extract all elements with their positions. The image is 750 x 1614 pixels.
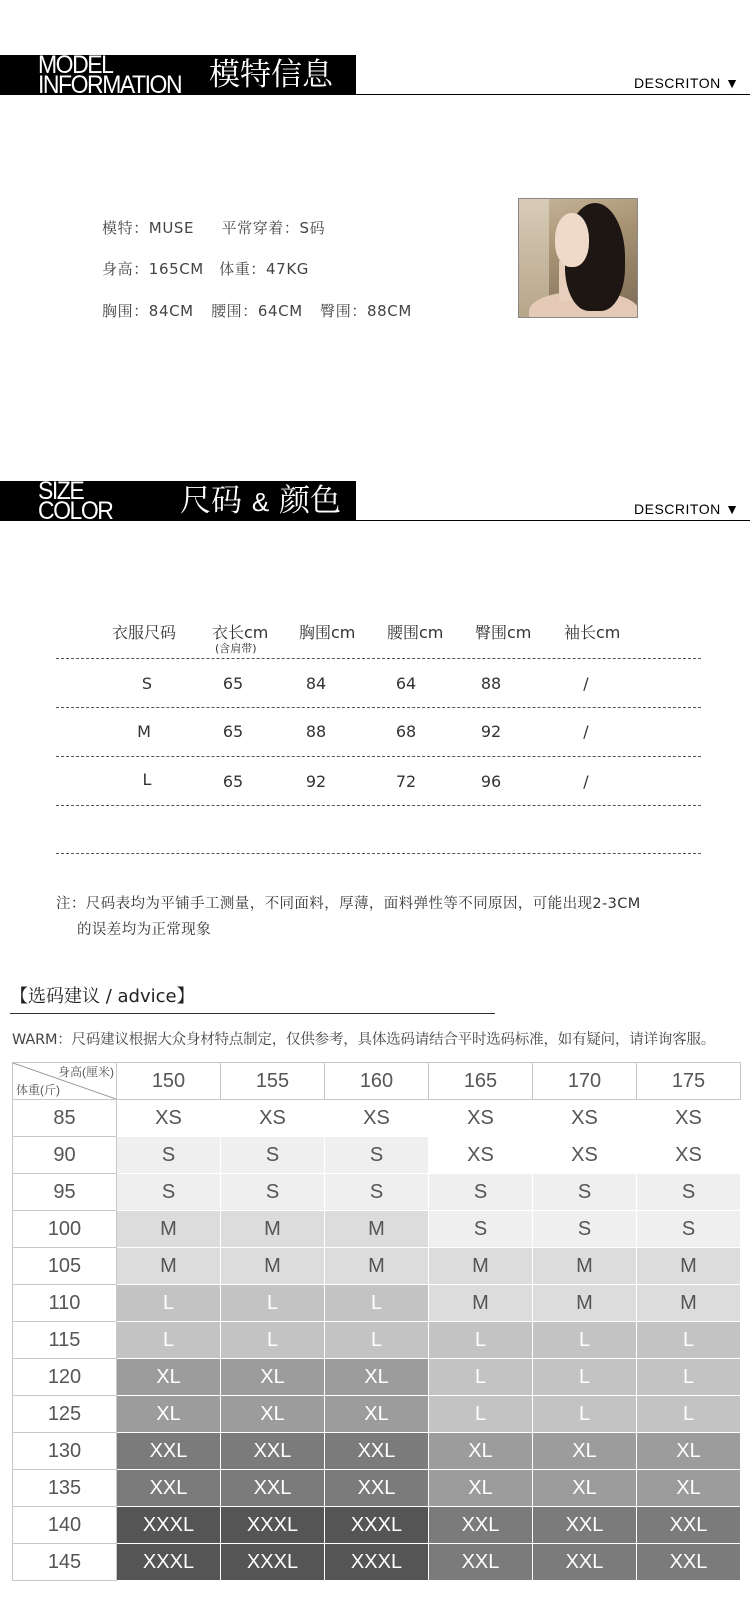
size-advice-cell: S (325, 1137, 429, 1174)
table-divider (56, 805, 701, 806)
advice-underline (10, 1013, 495, 1014)
size-advice-cell: XXL (117, 1470, 221, 1507)
size-advice-grid (12, 1062, 741, 1581)
size-advice-cell: XL (117, 1359, 221, 1396)
advice-row (13, 1174, 741, 1211)
size-advice-cell: XXL (533, 1507, 637, 1544)
weight-header-cell: 95 (13, 1174, 117, 1211)
size-advice-cell: XS (637, 1100, 741, 1137)
size-advice-cell: L (117, 1285, 221, 1322)
size-advice-cell: XXXL (221, 1544, 325, 1581)
size-advice-cell: M (637, 1285, 741, 1322)
advice-row (13, 1544, 741, 1581)
size-advice-cell: XS (533, 1137, 637, 1174)
size-advice-cell: M (325, 1248, 429, 1285)
size-advice-cell: XL (325, 1396, 429, 1433)
size-advice-cell: M (325, 1211, 429, 1248)
size-advice-cell: L (117, 1322, 221, 1359)
size-color-header (0, 477, 750, 525)
advice-row (13, 1507, 741, 1544)
size-advice-cell: XXXL (325, 1544, 429, 1581)
advice-row (13, 1396, 741, 1433)
size-advice-cell: M (221, 1248, 325, 1285)
size-advice-cell: S (429, 1174, 533, 1211)
size-advice-cell: XXL (325, 1433, 429, 1470)
size-advice-cell: S (533, 1211, 637, 1248)
size-table-header-waist: 腰围cm (387, 623, 444, 642)
size-advice-cell: M (637, 1248, 741, 1285)
model-waist: 腰围：64CM (211, 302, 303, 320)
size-advice-cell: XXL (221, 1470, 325, 1507)
size-table-header-length: 衣长cm (212, 623, 269, 642)
size-advice-cell: XXXL (117, 1544, 221, 1581)
model-height: 身高：165CM (102, 260, 204, 278)
size-advice-cell: L (325, 1285, 429, 1322)
size-advice-cell: XL (117, 1396, 221, 1433)
warm-notice: WARM：尺码建议根据大众身材特点制定，仅供参考，具体选码请结合平时选码标准，如有疑问，请详询客服。 (12, 1032, 716, 1048)
size-advice-cell: L (533, 1359, 637, 1396)
size-advice-cell: XL (325, 1359, 429, 1396)
weight-header-cell: 130 (13, 1433, 117, 1470)
model-name: 模特：MUSE (102, 219, 195, 237)
size-advice-cell: M (429, 1248, 533, 1285)
measurement-note-line2: 的误差均为正常现象 (77, 922, 212, 938)
size-advice-cell: XL (429, 1433, 533, 1470)
advice-corner-cell (13, 1063, 117, 1100)
header-cn-title: 模特信息 (209, 57, 333, 93)
advice-row (13, 1433, 741, 1470)
size-advice-cell: L (637, 1396, 741, 1433)
weight-header-cell: 125 (13, 1396, 117, 1433)
size-advice-cell: L (533, 1322, 637, 1359)
table-divider (56, 756, 701, 757)
header-en-line1: MODEL (38, 51, 113, 79)
size-advice-cell: XL (533, 1470, 637, 1507)
size-advice-cell: XXL (325, 1470, 429, 1507)
model-weight: 体重：47KG (219, 260, 309, 278)
advice-row (13, 1359, 741, 1396)
weight-header-cell: 100 (13, 1211, 117, 1248)
advice-row (13, 1211, 741, 1248)
size-advice-cell: XL (533, 1433, 637, 1470)
description-dropdown[interactable]: DESCRITON ▼ (634, 501, 740, 517)
size-advice-cell: L (637, 1322, 741, 1359)
weight-header-cell: 140 (13, 1507, 117, 1544)
size-advice-cell: L (325, 1322, 429, 1359)
header-en-title (38, 51, 182, 99)
height-header-cell: 150 (117, 1063, 221, 1100)
size-advice-cell: XXL (429, 1544, 533, 1581)
size-advice-cell: XL (221, 1396, 325, 1433)
advice-header-row (13, 1063, 741, 1100)
size-advice-cell: XXL (533, 1544, 637, 1581)
weight-header-cell: 120 (13, 1359, 117, 1396)
model-line-2 (102, 258, 309, 279)
height-header-cell: 160 (325, 1063, 429, 1100)
table-divider (56, 658, 701, 659)
size-table-header-sleeve: 袖长cm (564, 623, 621, 642)
size-advice-cell: L (221, 1322, 325, 1359)
size-advice-cell: L (429, 1396, 533, 1433)
size-advice-cell: M (117, 1248, 221, 1285)
size-advice-cell: S (637, 1174, 741, 1211)
size-advice-cell: S (325, 1174, 429, 1211)
weight-header-cell: 110 (13, 1285, 117, 1322)
size-advice-cell: XS (117, 1100, 221, 1137)
model-photo (518, 198, 638, 318)
size-advice-cell: L (429, 1359, 533, 1396)
size-advice-cell: M (117, 1211, 221, 1248)
size-advice-cell: S (533, 1174, 637, 1211)
size-advice-cell: S (429, 1211, 533, 1248)
advice-row (13, 1470, 741, 1507)
corner-height-label: 身高(厘米) (58, 1065, 114, 1079)
header-en-line1: SIZE (38, 477, 84, 505)
header-cn-title: 尺码 & 颜色 (180, 483, 342, 519)
size-advice-cell: L (429, 1322, 533, 1359)
size-advice-cell: XL (221, 1359, 325, 1396)
size-advice-cell: XXL (637, 1544, 741, 1581)
advice-title: 【选码建议 / advice】 (10, 986, 195, 1007)
size-table-header-size: 衣服尺码 (112, 623, 177, 642)
model-info-header (0, 51, 750, 99)
height-header-cell: 165 (429, 1063, 533, 1100)
size-advice-cell: S (117, 1174, 221, 1211)
size-table-header-bust: 胸围cm (299, 623, 356, 642)
size-advice-cell: M (533, 1248, 637, 1285)
size-advice-cell: L (221, 1285, 325, 1322)
size-table-header-hip: 臀围cm (475, 623, 532, 642)
size-advice-cell: L (533, 1396, 637, 1433)
size-advice-cell: M (221, 1211, 325, 1248)
advice-row (13, 1100, 741, 1137)
height-header-cell: 170 (533, 1063, 637, 1100)
weight-header-cell: 105 (13, 1248, 117, 1285)
size-advice-cell: XXL (429, 1507, 533, 1544)
size-advice-cell: M (429, 1285, 533, 1322)
size-advice-cell: XS (637, 1137, 741, 1174)
model-hip: 臀围：88CM (320, 302, 412, 320)
size-advice-cell: S (637, 1211, 741, 1248)
size-advice-cell: XXL (637, 1507, 741, 1544)
size-advice-cell: XXL (221, 1433, 325, 1470)
weight-header-cell: 115 (13, 1322, 117, 1359)
advice-row (13, 1285, 741, 1322)
size-advice-cell: XL (637, 1433, 741, 1470)
size-advice-cell: S (221, 1174, 325, 1211)
size-advice-cell: XL (429, 1470, 533, 1507)
model-line-1 (102, 217, 325, 238)
size-advice-cell: M (533, 1285, 637, 1322)
header-en-title (38, 477, 113, 525)
description-dropdown[interactable]: DESCRITON ▼ (634, 75, 740, 91)
size-advice-cell: XS (325, 1100, 429, 1137)
size-advice-cell: XXXL (325, 1507, 429, 1544)
size-table-header-length-sub: (含肩带) (215, 642, 257, 655)
height-header-cell: 155 (221, 1063, 325, 1100)
size-advice-cell: XXL (117, 1433, 221, 1470)
measurement-note-line1: 注：尺码表均为平铺手工测量，不同面料，厚薄，面料弹性等不同原因，可能出现2-3CM (56, 896, 641, 912)
model-usual-size: 平常穿着：S码 (221, 219, 326, 237)
corner-weight-label: 体重(斤) (16, 1083, 60, 1097)
size-advice-cell: S (117, 1137, 221, 1174)
weight-header-cell: 145 (13, 1544, 117, 1581)
height-header-cell: 175 (637, 1063, 741, 1100)
advice-row (13, 1137, 741, 1174)
header-en-line2: COLOR (38, 497, 113, 525)
model-line-3 (102, 300, 412, 321)
advice-row (13, 1322, 741, 1359)
header-en-line2: INFORMATION (38, 71, 182, 99)
weight-header-cell: 85 (13, 1100, 117, 1137)
advice-row (13, 1248, 741, 1285)
weight-header-cell: 135 (13, 1470, 117, 1507)
size-advice-cell: S (221, 1137, 325, 1174)
weight-header-cell: 90 (13, 1137, 117, 1174)
table-divider (56, 707, 701, 708)
size-advice-cell: XL (637, 1470, 741, 1507)
size-advice-cell: L (637, 1359, 741, 1396)
size-advice-cell: XS (429, 1137, 533, 1174)
size-advice-cell: XS (429, 1100, 533, 1137)
table-divider (56, 853, 701, 854)
model-bust: 胸围：84CM (102, 302, 194, 320)
size-advice-cell: XS (533, 1100, 637, 1137)
size-advice-cell: XS (221, 1100, 325, 1137)
size-advice-cell: XXXL (117, 1507, 221, 1544)
size-advice-cell: XXXL (221, 1507, 325, 1544)
